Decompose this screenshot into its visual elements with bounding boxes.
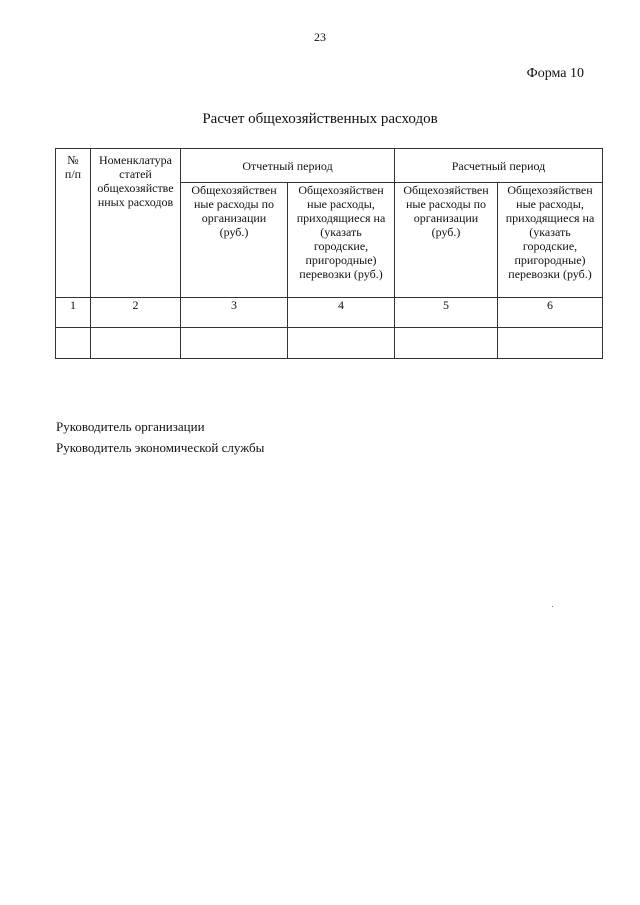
document-title: Расчет общехозяйственных расходов [202,111,438,127]
planned-period-header: Расчетный период [395,149,603,183]
column-index-cell: 2 [91,298,181,328]
col-transport-expenses-reporting: Общехозяйствен ные расходы, приходящиеся на (указать городские, пригородные) перевозки (руб.) [288,183,395,298]
empty-cell [288,328,395,359]
page-number: 23 [314,30,326,44]
empty-cell [498,328,603,359]
empty-cell [91,328,181,359]
empty-cell [181,328,288,359]
signature-head-of-organization: Руководитель организации [56,419,205,434]
col-nomenclature-header: Номенклатура статей общехозяйстве нных расходов [91,149,181,298]
column-index-cell: 3 [181,298,288,328]
column-index-cell: 6 [498,298,603,328]
col-org-expenses-planned: Общехозяйствен ные расходы по организации (руб.) [395,183,498,298]
table-row [56,328,603,359]
column-index-cell: 4 [288,298,395,328]
reporting-period-header: Отчетный период [181,149,395,183]
column-index-cell: 1 [56,298,91,328]
col-number-header: № п/п [56,149,91,298]
column-index-row [56,298,603,328]
empty-cell [395,328,498,359]
signature-head-of-economic-service: Руководитель экономической службы [56,440,265,455]
col-org-expenses-reporting: Общехозяйствен ные расходы по организации (руб.) [181,183,288,298]
empty-cell [56,328,91,359]
col-transport-expenses-planned: Общехозяйствен ные расходы, приходящиеся на (указать городские, пригородные) перевозки (руб.) [498,183,603,298]
table-header-row [56,149,603,183]
column-index-cell: 5 [395,298,498,328]
scan-speck [552,606,553,607]
form-label: Форма 10 [526,66,584,81]
expenses-table [55,148,603,359]
